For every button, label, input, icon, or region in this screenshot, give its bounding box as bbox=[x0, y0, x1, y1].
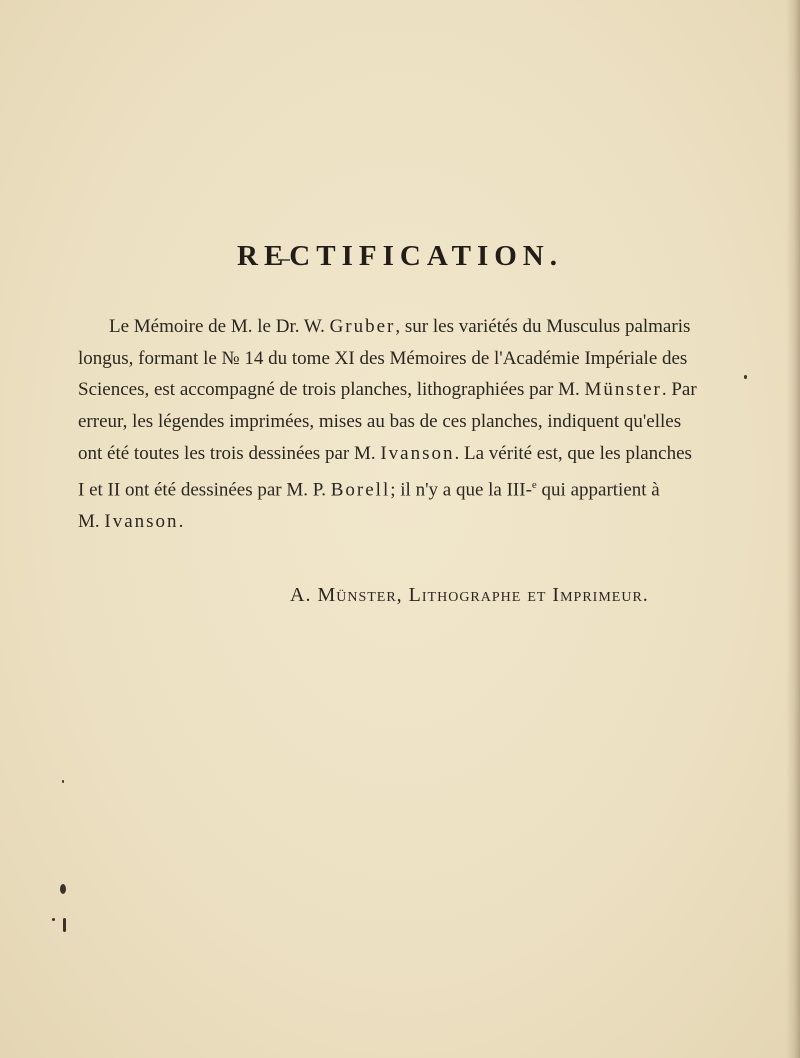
author-name: Gruber bbox=[329, 316, 396, 337]
ink-speck bbox=[52, 918, 55, 921]
text-line: ont été toutes les trois dessinées par M. Ivanson. La vérité est, que les planches bbox=[78, 442, 692, 464]
person-name: Ivanson bbox=[380, 442, 455, 464]
printer-signature: A. Münster, Lithographe et Imprimeur. bbox=[290, 584, 649, 606]
person-name: Ivanson bbox=[104, 510, 179, 532]
text-line: erreur, les légendes imprimées, mises au bas de ces planches, indiquent qu'elles bbox=[78, 411, 682, 433]
ink-speck bbox=[62, 780, 64, 783]
page-title: RECTIFICATION. bbox=[237, 240, 563, 272]
person-name: Münster bbox=[584, 379, 662, 401]
body-paragraph bbox=[78, 311, 750, 537]
text-line: M. Ivanson. bbox=[78, 510, 184, 532]
text-line: Le Mémoire de M. le Dr. W. Gruber, sur les variétés du Musculus palmaris bbox=[109, 316, 691, 337]
ink-speck bbox=[744, 375, 747, 379]
text-line: I et II ont été dessinées par M. P. Borell; il n'y a que la III-$^e$ qui appartient à bbox=[78, 478, 660, 500]
ink-speck bbox=[63, 918, 66, 932]
text-line: longus, formant le № 14 du tome XI des Mémoires de l'Académie Impériale des bbox=[78, 347, 688, 369]
ink-speck bbox=[60, 884, 66, 894]
person-name: Borell bbox=[330, 478, 391, 500]
text-line: Sciences, est accompagné de trois planches, lithographiées par M. Münster. Par bbox=[78, 379, 697, 401]
page-edge-shadow bbox=[786, 0, 800, 1058]
